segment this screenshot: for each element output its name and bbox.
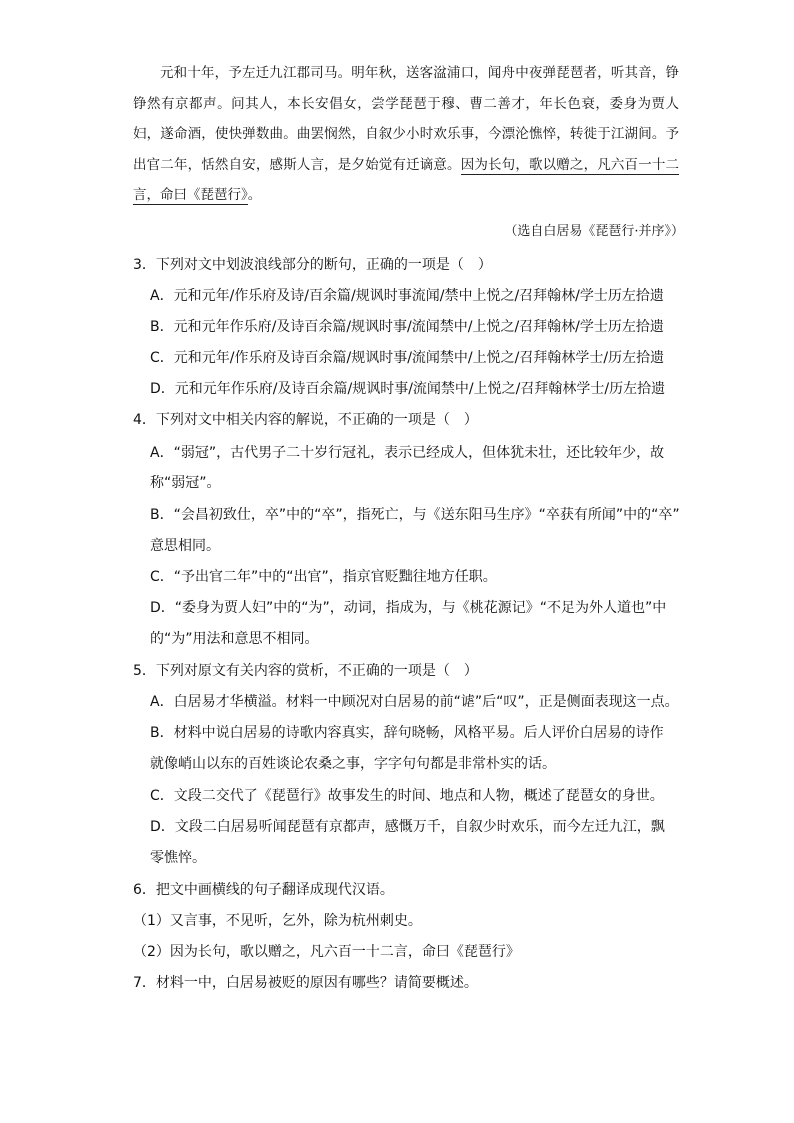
question-6-stem: 6．把文中画横线的句子翻译成现代汉语。 [133, 882, 394, 898]
question-3-option-b[interactable]: B．元和元年作乐府/及诗百余篇/规讽时事/流闻禁中/上悦之/召拜翰林/学士历左拾遗 [150, 319, 664, 335]
question-4-stem: 4．下列对文中相关内容的解说，不正确的一项是（ ） [133, 412, 478, 428]
question-4-option-a-cont: 称“弱冠”。 [150, 475, 221, 491]
passage-block [133, 58, 679, 211]
question-5-option-d[interactable]: D．文段二白居易听闻琵琶有京都声，感慨万千，自叙少时欢乐，而今左迁九江，飘 [150, 819, 665, 835]
question-4-option-d[interactable]: D．“委身为贾人妇”中的“为”，动词，指成为，与《桃花源记》“不足为外人道也”中 [150, 600, 667, 616]
passage-paragraph [133, 58, 679, 211]
question-5-option-b[interactable]: B．材料中说白居易的诗歌内容真实，辞句晓畅，风格平易。后人评价白居易的诗作 [150, 725, 664, 741]
question-4-option-c[interactable]: C．“予出官二年”中的“出官”，指京官贬黜往地方任职。 [150, 569, 497, 585]
question-6-sentence-2: （2）因为长句，歌以赠之，凡六百一十二言，命曰《琵琶行》 [133, 944, 520, 960]
question-4-option-d-cont: 的“为”用法和意思不相同。 [150, 631, 319, 647]
question-7-stem: 7．材料一中，白居易被贬的原因有哪些？请简要概述。 [133, 975, 478, 991]
question-3-stem: 3．下列对文中划波浪线部分的断句，正确的一项是（ ） [133, 257, 492, 273]
question-6-sentence-1: （1）又言事，不见听，乞外，除为杭州刺史。 [133, 913, 422, 929]
question-4-option-a[interactable]: A．“弱冠”，古代男子二十岁行冠礼，表示已经成人，但体犹未壮，还比较年少，故 [150, 445, 665, 461]
question-5-option-d-cont: 零憔悴。 [150, 850, 206, 866]
passage-text: 元和十年，予左迁九江郡司马。明年秋，送客湓浦口，闻舟中夜弹琵琶者，听其音，铮铮然有京都声。问其人，本长安倡女，尝学琵琶于穆、曹二善才，年长色衰，委身为贾人妇，遂命酒，使快弹数曲。曲罢悯然，自叙少小时欢乐事，今漂沦憔悴，转徙于江湖间。予出官二年，恬然自安，感斯人言，是夕始觉有迁谪意。 [133, 65, 679, 173]
question-4-option-b-cont: 意思相同。 [150, 538, 220, 554]
passage-source: （选自白居易《琵琶行·并序》） [504, 224, 684, 239]
question-4-option-b[interactable]: B．“会昌初致仕，卒”中的“卒”，指死亡，与《送东阳马生序》“卒获有所闻”中的“卒” [150, 507, 680, 523]
question-5-option-b-cont: 就像峭山以东的百姓谈论农桑之事，字字句句都是非常朴实的话。 [150, 756, 556, 772]
question-3-option-a[interactable]: A．元和元年/作乐府及诗/百余篇/规讽时事流闻/禁中上悦之/召拜翰林/学士历左拾遗 [150, 288, 664, 304]
underlined-sentence: 因为长句，歌以赠之，凡六百一十二言，命曰《琵琶行》 [133, 156, 680, 203]
question-3-option-c[interactable]: C．元和元年/作乐府及诗百余篇/规讽时事/流闻禁中/上悦之/召拜翰林学士/历左拾遗 [150, 350, 665, 366]
passage-end-punct: 。 [247, 187, 262, 203]
question-5-option-c[interactable]: C．文段二交代了《琵琶行》故事发生的时间、地点和人物，概述了琵琶女的身世。 [150, 788, 664, 804]
question-5-option-a[interactable]: A．白居易才华横溢。材料一中顾况对白居易的前“谑”后“叹”，正是侧面表现这一点。 [150, 694, 679, 710]
question-5-stem: 5．下列对原文有关内容的赏析，不正确的一项是（ ） [133, 663, 478, 679]
question-3-option-d[interactable]: D．元和元年作乐府/及诗百余篇/规讽时事/流闻禁中/上悦之/召拜翰林学士/历左拾遗 [150, 381, 666, 397]
